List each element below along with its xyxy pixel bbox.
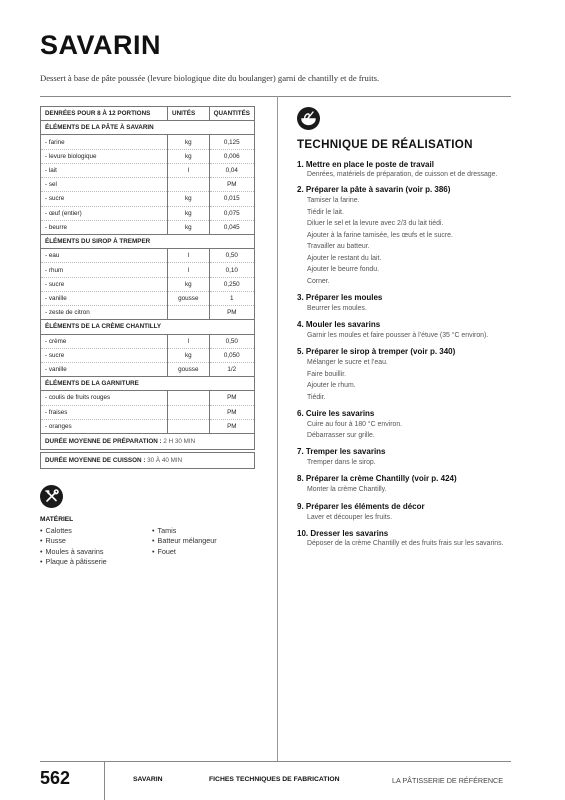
ingredient-quantity: 0,125 <box>209 135 254 149</box>
ingredient-quantity: 0,250 <box>209 277 254 291</box>
table-header-row <box>41 107 255 121</box>
ingredient-quantity: PM <box>209 178 254 192</box>
ingredient-unit: l <box>168 263 210 277</box>
ingredient-unit: kg <box>168 135 210 149</box>
materiel-item: • Plaque à pâtisserie <box>40 557 107 567</box>
ingredient-name: - farine <box>41 135 168 149</box>
table-row <box>41 348 255 362</box>
ingredient-quantity: PM <box>209 306 254 320</box>
step-instruction: Monter la crème Chantilly. <box>307 486 387 494</box>
cooking-duration-value: 30 À 40 MIN <box>147 457 183 465</box>
table-row <box>41 263 255 277</box>
ingredient-unit: gousse <box>168 362 210 376</box>
step-instruction: Cuire au four à 180 °C environ. <box>307 420 403 428</box>
ingredient-name: - œuf (entier) <box>41 206 168 220</box>
ingredient-name: - vanille <box>41 362 168 376</box>
table-row <box>41 206 255 220</box>
materiel-item: • Fouet <box>152 547 217 557</box>
ingredient-quantity: PM <box>209 405 254 419</box>
ingredient-quantity: 0,050 <box>209 348 254 362</box>
ingredient-unit: gousse <box>168 291 210 305</box>
step-instruction: Déposer de la crème Chantilly et des fruits frais sur les savarins. <box>307 539 504 547</box>
step-instruction: Garnir les moules et faire pousser à l’étuve (35 °C environ). <box>307 332 489 340</box>
ingredient-name: - vanille <box>41 291 168 305</box>
technique-title: TECHNIQUE DE RÉALISATION <box>297 138 473 151</box>
step <box>297 319 512 342</box>
table-row <box>41 291 255 305</box>
column-header: DENRÉES POUR 8 À 12 PORTIONS <box>41 107 168 121</box>
step-title: 7. Tremper les savarins <box>297 447 386 457</box>
technique-steps <box>297 159 512 553</box>
preparation-duration <box>41 434 255 450</box>
ingredient-quantity: PM <box>209 391 254 405</box>
table-row <box>41 334 255 348</box>
preparation-duration-label: DURÉE MOYENNE DE PRÉPARATION : <box>45 438 162 446</box>
ingredient-quantity: 0,006 <box>209 149 254 163</box>
tools-icon <box>40 485 63 508</box>
footer-chapter: FICHES TECHNIQUES DE FABRICATION <box>209 776 340 783</box>
ingredient-quantity: 0,50 <box>209 249 254 263</box>
ingredient-unit <box>168 405 210 419</box>
table-row <box>41 277 255 291</box>
table-row <box>41 192 255 206</box>
table-row <box>41 362 255 376</box>
footer-book: LA PÂTISSERIE DE RÉFÉRENCE <box>392 776 504 785</box>
ingredients-body <box>41 121 255 469</box>
step <box>297 446 512 469</box>
ingredient-unit: l <box>168 334 210 348</box>
table-row <box>41 149 255 163</box>
step-instruction: Tiédir. <box>307 393 326 401</box>
step-title: 8. Préparer la crème Chantilly (voir p. 424) <box>297 474 457 484</box>
table-row <box>41 220 255 234</box>
ingredient-quantity: 1 <box>209 291 254 305</box>
step-instruction: Travailler au batteur. <box>307 243 370 251</box>
ingredient-unit: kg <box>168 206 210 220</box>
ingredient-name: - coulis de fruits rouges <box>41 391 168 405</box>
ingredient-name: - oranges <box>41 419 168 433</box>
ingredient-quantity: 1/2 <box>209 362 254 376</box>
step-title: 5. Préparer le sirop à tremper (voir p. 340) <box>297 347 456 357</box>
step-instruction: Faire bouillir. <box>307 370 347 378</box>
preparation-duration-value: 2 H 30 MIN <box>163 438 196 446</box>
table-row <box>41 135 255 149</box>
table-row <box>41 419 255 433</box>
step-title: 1. Mettre en place le poste de travail <box>297 160 434 169</box>
ingredient-unit: kg <box>168 348 210 362</box>
section-title: ÉLÉMENTS DU SIROP À TREMPER <box>41 234 255 248</box>
step-instruction: Tiédir le lait. <box>307 208 344 216</box>
ingredient-unit <box>168 391 210 405</box>
step-title: 3. Préparer les moules <box>297 292 383 302</box>
step-title: 6. Cuire les savarins <box>297 408 375 418</box>
ingredient-quantity: 0,045 <box>209 220 254 234</box>
ingredient-name: - sel <box>41 178 168 192</box>
ingredient-unit: l <box>168 249 210 263</box>
step-instruction: Ajouter à la farine tamisée, les œufs et le sucre. <box>307 231 453 239</box>
materiel-item: • Russe <box>40 536 107 546</box>
step-instruction: Débarrasser sur grille. <box>307 432 375 440</box>
column-header: UNITÉS <box>168 107 210 121</box>
ingredient-quantity: 0,04 <box>209 163 254 177</box>
step-instruction: Ajouter le beurre fondu. <box>307 266 380 274</box>
step-instruction: Ajouter le restant du lait. <box>307 254 382 262</box>
page-number: 562 <box>40 768 71 788</box>
cooking-duration-label: DURÉE MOYENNE DE CUISSON : <box>45 457 146 465</box>
page-title: SAVARIN <box>40 30 162 60</box>
ingredient-name: - beurre <box>41 220 168 234</box>
step <box>297 408 512 442</box>
ingredient-unit: kg <box>168 192 210 206</box>
table-row <box>41 178 255 192</box>
step-title: 4. Mouler les savarins <box>297 320 381 330</box>
step-instruction: Beurrer les moules. <box>307 304 367 312</box>
step-instruction: Diluer le sel et la levure avec 2/3 du lait tiédi. <box>307 220 444 228</box>
top-divider <box>40 96 511 97</box>
step <box>297 292 512 315</box>
ingredient-name: - rhum <box>41 263 168 277</box>
ingredient-name: - sucre <box>41 348 168 362</box>
step-instruction: Mélanger le sucre et l’eau. <box>307 359 388 367</box>
ingredient-unit <box>168 178 210 192</box>
section-row <box>41 234 255 248</box>
cooking-duration <box>41 453 255 469</box>
step <box>297 473 512 496</box>
materiel-list <box>152 526 217 557</box>
ingredient-unit <box>168 306 210 320</box>
ingredient-name: - sucre <box>41 192 168 206</box>
step-instruction: Ajouter le rhum. <box>307 382 356 390</box>
preparation-duration-row <box>41 434 255 450</box>
section-row <box>41 377 255 391</box>
materiel-list <box>40 526 107 567</box>
step <box>297 159 512 180</box>
table-row <box>41 249 255 263</box>
whisk-bowl-icon <box>297 107 320 130</box>
step-instruction: Corner. <box>307 277 330 285</box>
column-divider <box>277 96 278 761</box>
step <box>297 346 512 403</box>
ingredient-name: - sucre <box>41 277 168 291</box>
ingredient-unit: kg <box>168 149 210 163</box>
step-instruction: Denrées, matériels de préparation, de cuisson et de dressage. <box>307 171 498 178</box>
step-title: 2. Préparer la pâte à savarin (voir p. 386) <box>297 185 451 195</box>
recipe-description: Dessert à base de pâte poussée (levure biologique dite du boulanger) garni de chantilly et de fruits. <box>40 73 380 83</box>
ingredient-name: - zeste de citron <box>41 306 168 320</box>
materiel-item: • Batteur mélangeur <box>152 536 217 546</box>
section-title: ÉLÉMENTS DE LA CRÈME CHANTILLY <box>41 320 255 334</box>
step <box>297 501 512 524</box>
ingredient-name: - lait <box>41 163 168 177</box>
step-instruction: Tamiser la farine. <box>307 197 360 205</box>
ingredient-quantity: 0,10 <box>209 263 254 277</box>
step <box>297 184 512 287</box>
ingredient-name: - levure biologique <box>41 149 168 163</box>
footer-separator <box>104 761 105 800</box>
ingredient-unit: l <box>168 163 210 177</box>
ingredient-name: - fraises <box>41 405 168 419</box>
ingredient-quantity: 0,50 <box>209 334 254 348</box>
ingredient-unit <box>168 419 210 433</box>
ingredient-name: - eau <box>41 249 168 263</box>
materiel-title: MATÉRIEL <box>40 516 74 523</box>
table-row <box>41 405 255 419</box>
cooking-duration-row <box>41 453 255 469</box>
table-row <box>41 391 255 405</box>
step <box>297 528 512 549</box>
ingredients-table <box>40 106 255 469</box>
column-header: QUANTITÉS <box>209 107 254 121</box>
ingredient-quantity: 0,015 <box>209 192 254 206</box>
step-instruction: Laver et découper les fruits. <box>307 513 393 521</box>
step-title: 10. Dresser les savarins <box>297 528 389 538</box>
footer-divider <box>40 761 511 762</box>
ingredient-quantity: PM <box>209 419 254 433</box>
section-row <box>41 121 255 135</box>
step-instruction: Tremper dans le sirop. <box>307 459 376 467</box>
materiel-item: • Tamis <box>152 526 217 536</box>
section-title: ÉLÉMENTS DE LA GARNITURE <box>41 377 255 391</box>
ingredient-name: - crème <box>41 334 168 348</box>
table-row <box>41 306 255 320</box>
ingredient-quantity: 0,075 <box>209 206 254 220</box>
section-row <box>41 320 255 334</box>
materiel-item: • Calottes <box>40 526 107 536</box>
materiel-item: • Moules à savarins <box>40 547 107 557</box>
table-row <box>41 163 255 177</box>
ingredient-unit: kg <box>168 220 210 234</box>
ingredient-unit: kg <box>168 277 210 291</box>
footer-section: SAVARIN <box>133 776 163 783</box>
section-title: ÉLÉMENTS DE LA PÂTE À SAVARIN <box>41 121 255 135</box>
step-title: 9. Préparer les éléments de décor <box>297 501 425 511</box>
